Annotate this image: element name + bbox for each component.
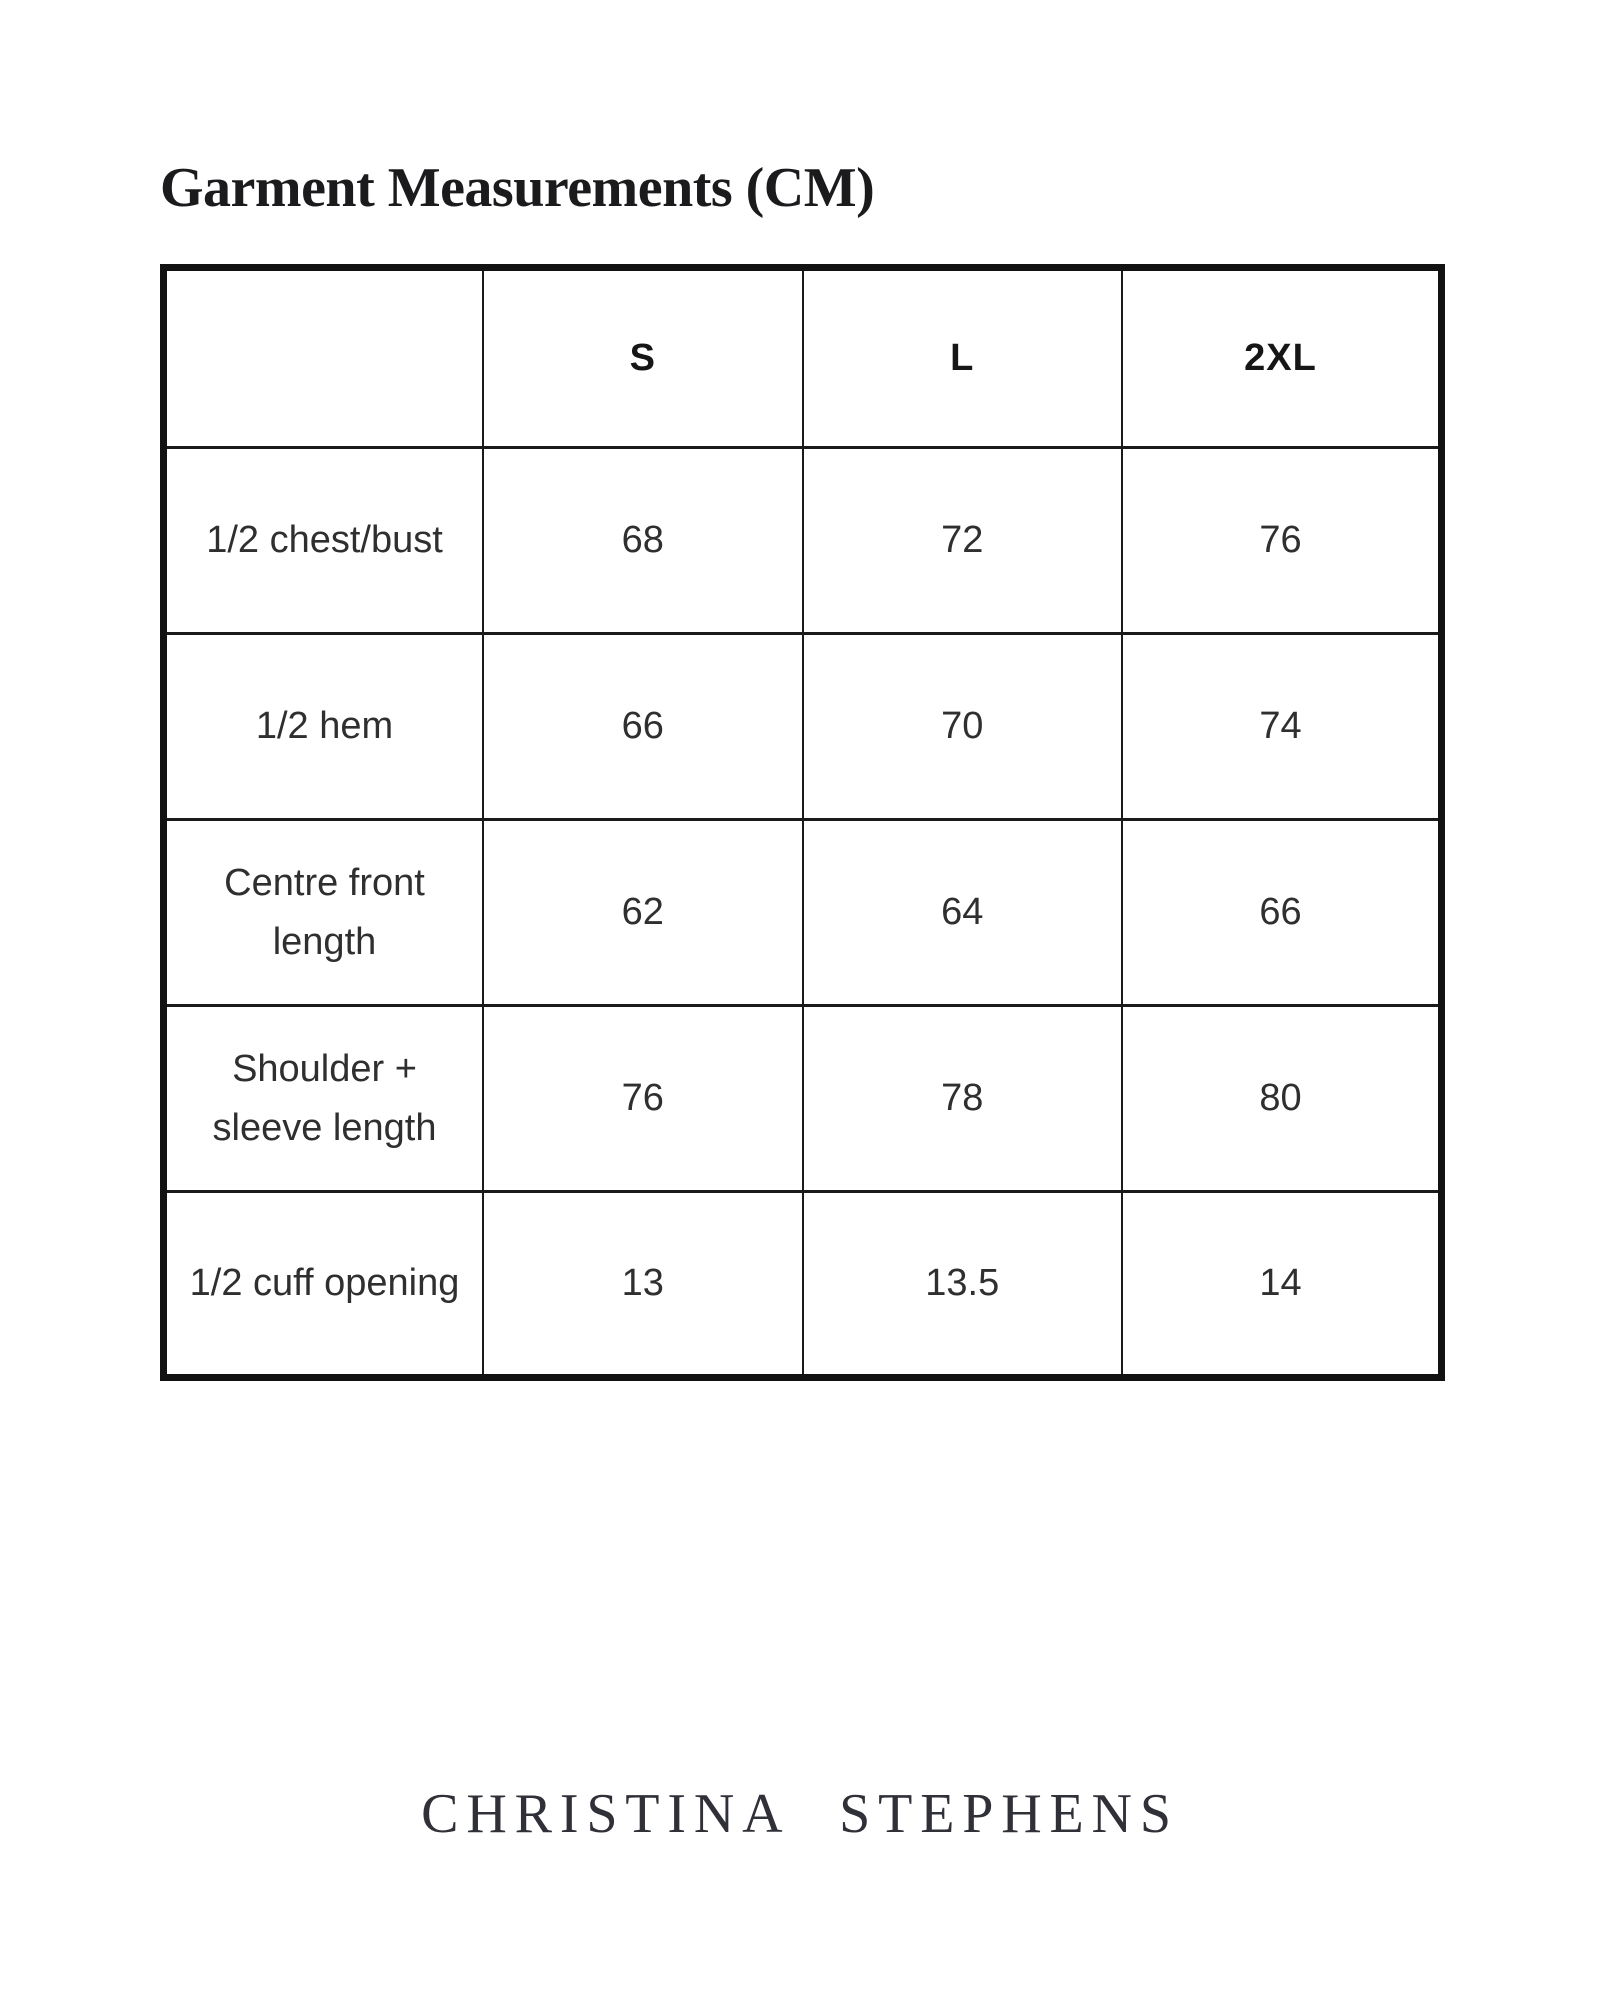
measurement-value: 70 — [803, 634, 1123, 820]
row-label-shoulder-sleeve-length: Shoulder + sleeve length — [164, 1006, 484, 1192]
measurement-value: 72 — [803, 448, 1123, 634]
measurement-value: 64 — [803, 820, 1123, 1006]
measurement-value: 68 — [483, 448, 803, 634]
row-label-chest-bust: 1/2 chest/bust — [164, 448, 484, 634]
table-row — [164, 1192, 1442, 1378]
column-header-2xl: 2XL — [1122, 268, 1442, 448]
measurement-value: 13 — [483, 1192, 803, 1378]
measurement-value: 66 — [483, 634, 803, 820]
measurement-value: 78 — [803, 1006, 1123, 1192]
measurement-value: 14 — [1122, 1192, 1442, 1378]
measurement-value: 62 — [483, 820, 803, 1006]
garment-measurements-table — [160, 264, 1445, 1381]
measurement-value: 13.5 — [803, 1192, 1123, 1378]
measurement-value: 76 — [483, 1006, 803, 1192]
row-label-centre-front-length: Centre front length — [164, 820, 484, 1006]
table-row — [164, 820, 1442, 1006]
page-title: Garment Measurements (CM) — [160, 157, 875, 219]
table-row — [164, 1006, 1442, 1192]
brand-logo-text: CHRISTINA STEPHENS — [421, 1783, 1179, 1845]
table-row — [164, 448, 1442, 634]
measurement-value: 76 — [1122, 448, 1442, 634]
column-header-s: S — [483, 268, 803, 448]
measurement-value: 66 — [1122, 820, 1442, 1006]
column-header-l: L — [803, 268, 1123, 448]
row-label-hem: 1/2 hem — [164, 634, 484, 820]
measurement-value: 80 — [1122, 1006, 1442, 1192]
corner-cell — [164, 268, 484, 448]
measurement-value: 74 — [1122, 634, 1442, 820]
table-row — [164, 634, 1442, 820]
row-label-cuff-opening: 1/2 cuff opening — [164, 1192, 484, 1378]
table-header-row — [164, 268, 1442, 448]
